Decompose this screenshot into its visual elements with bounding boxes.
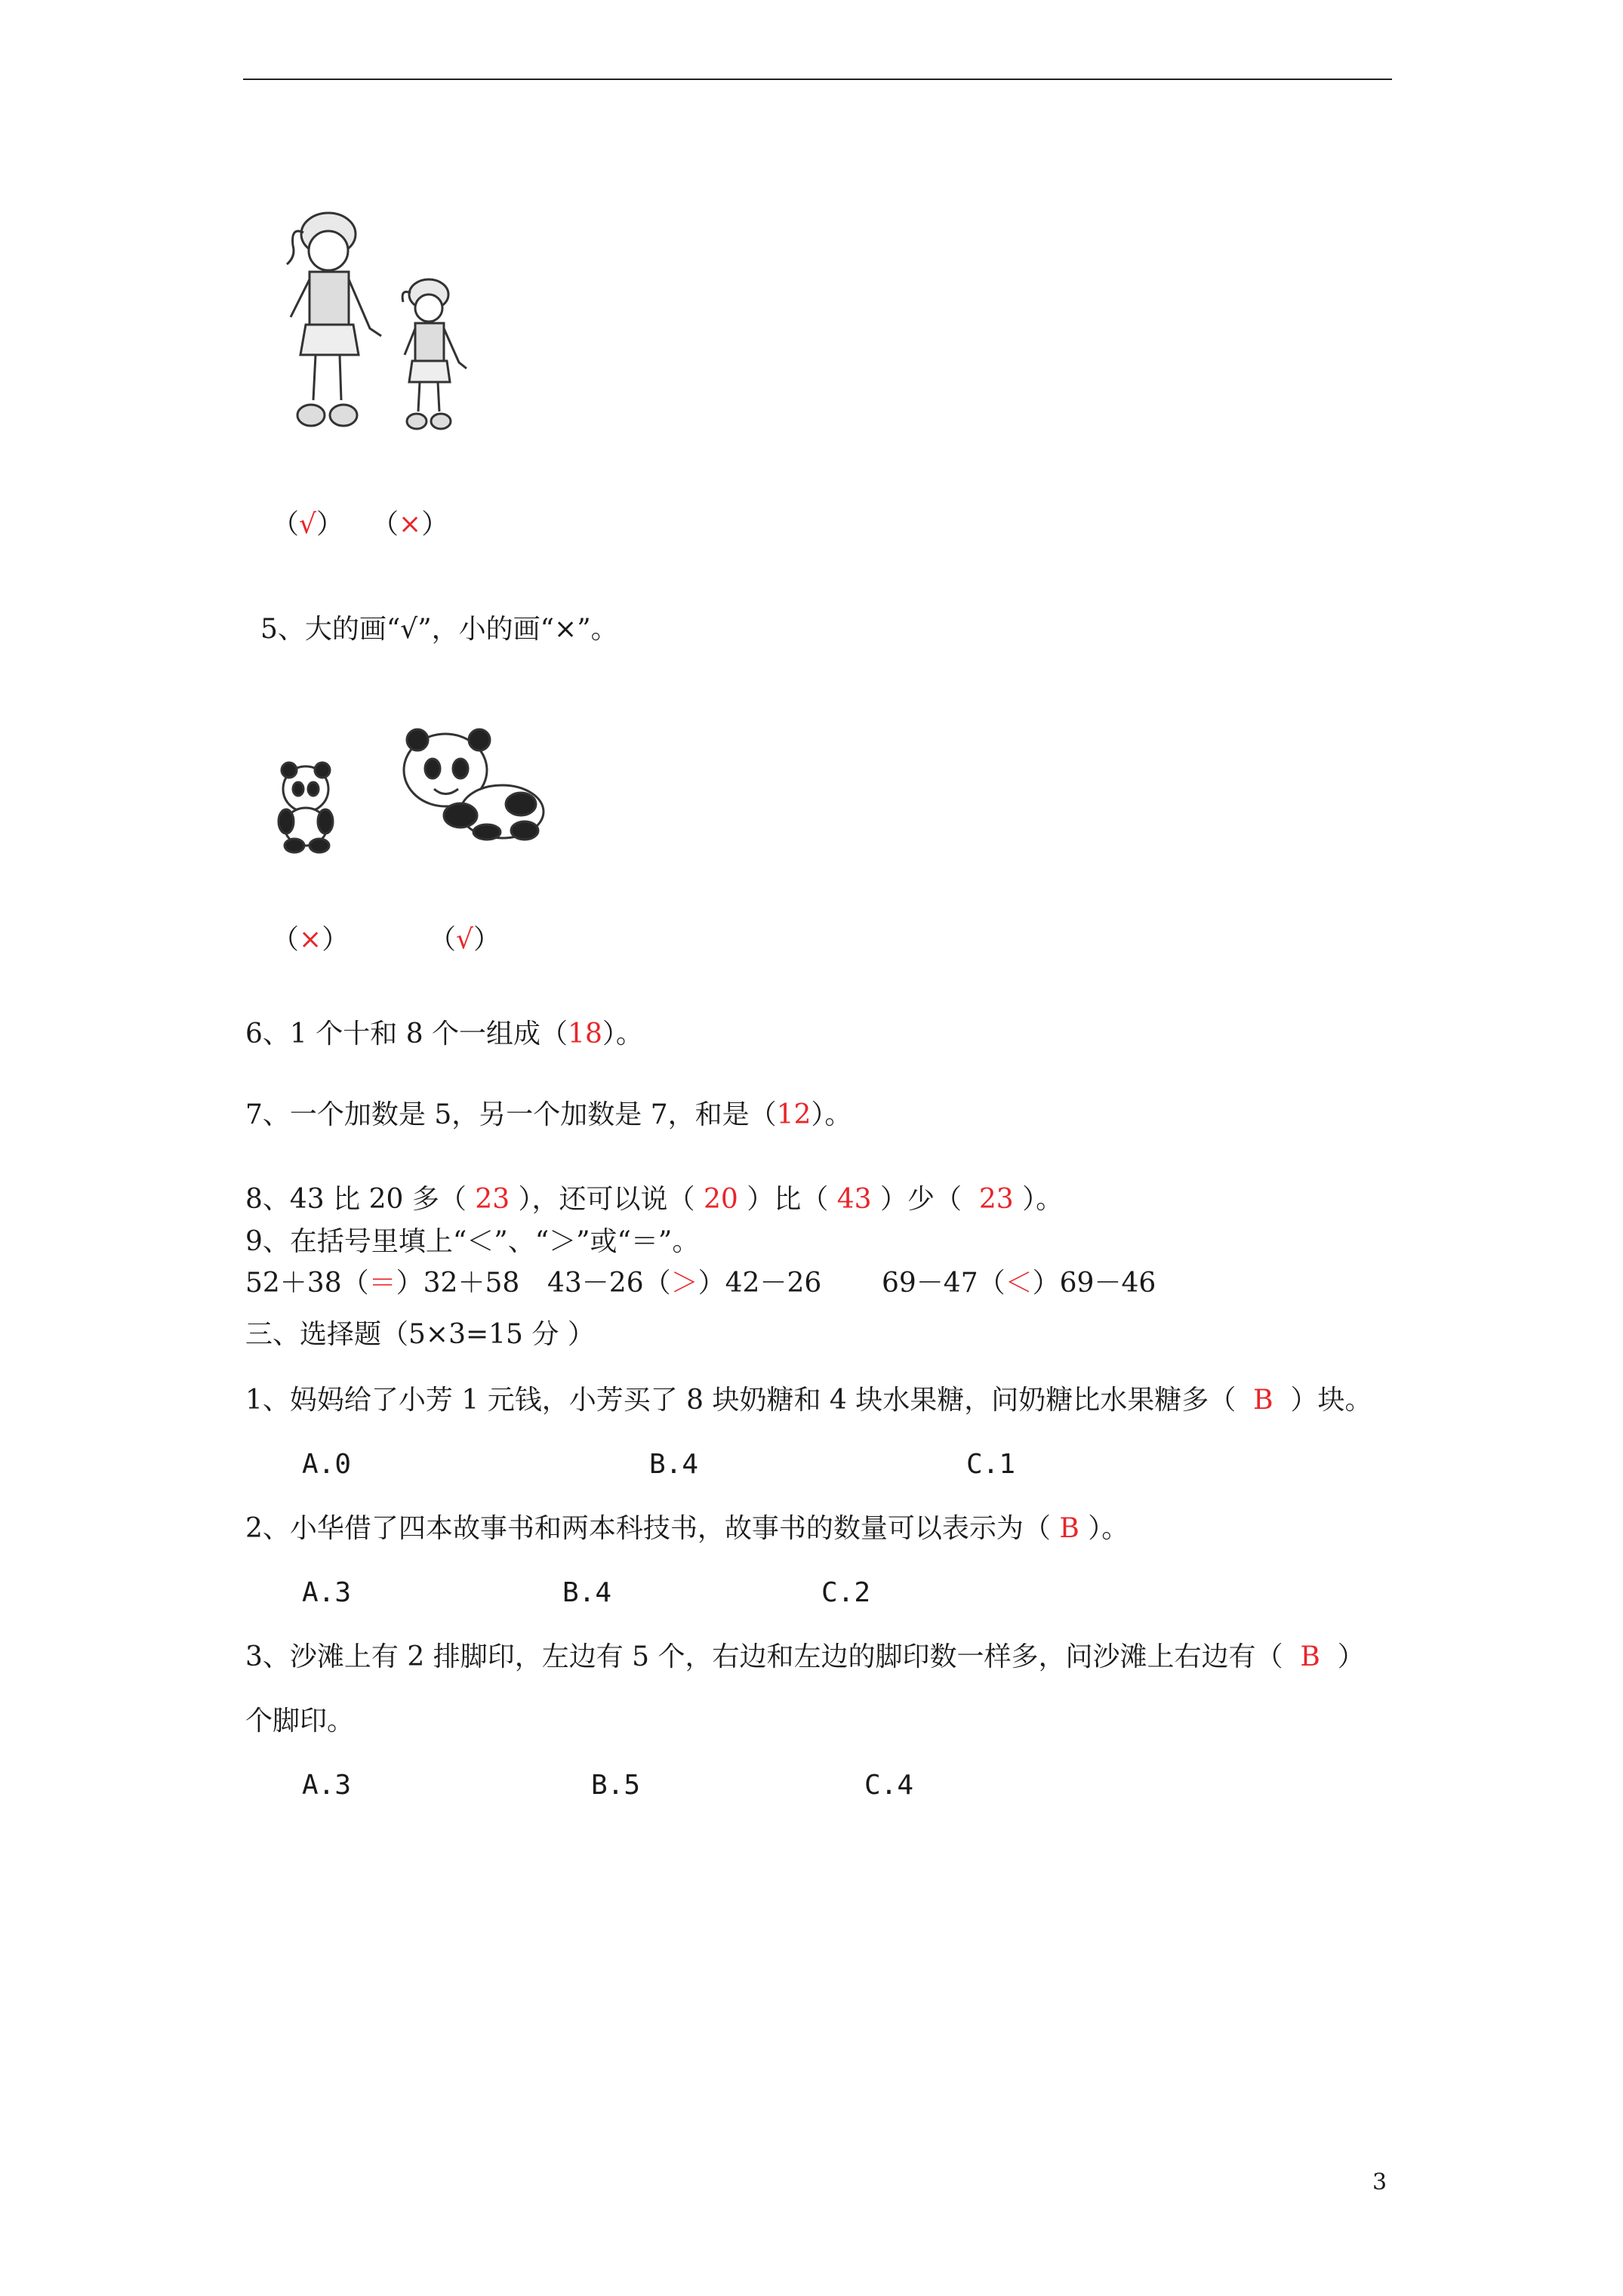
question-7 xyxy=(245,1099,852,1132)
c3-line-2: 个脚印。 xyxy=(245,1706,355,1737)
q8-text: ），还可以说（ xyxy=(510,1184,704,1215)
expr-left: 52＋38（ xyxy=(245,1268,369,1299)
question-6 xyxy=(245,1018,643,1051)
expr-left: 69－47（ xyxy=(882,1268,1006,1299)
q6-answer: 18 xyxy=(568,1019,602,1049)
q6-text: 6、1 个十和 8 个一组成（ xyxy=(245,1019,568,1049)
c2-option-a: A.3 xyxy=(302,1577,352,1608)
q5-answer-marks-2 xyxy=(429,923,500,957)
c3-option-c: C.4 xyxy=(864,1770,914,1801)
cross-mark-answer: × xyxy=(399,509,422,540)
page-number: 3 xyxy=(1372,2169,1387,2196)
c3-text-end: ） xyxy=(1320,1641,1365,1672)
c2-text-end: ）。 xyxy=(1079,1513,1129,1544)
expr-right: ）69－46 xyxy=(1032,1268,1156,1299)
expr-right: ）42－26 xyxy=(698,1268,822,1299)
question-9: 9、在括号里填上“＜”、“＞”或“＝”。 xyxy=(245,1226,700,1257)
q9-expression-2 xyxy=(547,1267,821,1300)
c1-text: 1、妈妈给了小芳 1 元钱，小芳买了 8 块奶糖和 4 块水果糖，问奶糖比水果糖多（ xyxy=(245,1385,1254,1416)
q8-answer-4: 23 xyxy=(978,1184,1014,1215)
c1-option-c: C.1 xyxy=(966,1449,1016,1480)
c3-option-a: A.3 xyxy=(302,1770,352,1801)
girls-illustration xyxy=(257,204,498,445)
choice-question-1 xyxy=(245,1384,1372,1417)
q5-answer-marks xyxy=(272,923,349,957)
check-mark-answer: √ xyxy=(456,924,473,955)
c3-text: 3、沙滩上有 2 排脚印，左边有 5 个，右边和左边的脚印数一样多，问沙滩上右边有（ xyxy=(245,1641,1301,1672)
q8-text: ）比（ xyxy=(738,1184,837,1215)
pandas-illustration xyxy=(260,717,562,868)
c1-option-b: B.4 xyxy=(649,1449,699,1480)
expr-left: 43－26（ xyxy=(547,1268,671,1299)
q8-answer-1: 23 xyxy=(475,1184,510,1215)
c3-answer: B xyxy=(1300,1641,1320,1672)
c2-option-c: C.2 xyxy=(821,1577,871,1608)
expr-answer: ＞ xyxy=(670,1268,698,1299)
expr-right: ）32＋58 xyxy=(396,1268,520,1299)
q6-text-end: ）。 xyxy=(602,1019,643,1049)
mark-close: ） xyxy=(322,924,350,955)
c1-text-end: ）块。 xyxy=(1273,1385,1372,1416)
mark-open: （ xyxy=(272,924,300,955)
c3-option-b: B.5 xyxy=(591,1770,641,1801)
c1-answer: B xyxy=(1253,1385,1273,1416)
choice-question-3 xyxy=(245,1641,1365,1674)
question-8 xyxy=(245,1183,1063,1216)
mark-close: ） xyxy=(316,509,343,540)
c2-option-b: B.4 xyxy=(562,1577,612,1608)
mark-open: （ xyxy=(371,509,399,540)
q8-answer-2: 20 xyxy=(704,1184,738,1215)
q7-text-end: ）。 xyxy=(811,1099,852,1130)
q4-answer-marks xyxy=(272,508,343,541)
c2-answer: B xyxy=(1059,1513,1079,1544)
q7-text: 7、一个加数是 5，另一个加数是 7，和是（ xyxy=(245,1099,777,1130)
choice-question-2 xyxy=(245,1512,1129,1546)
c2-text: 2、小华借了四本故事书和两本科技书，故事书的数量可以表示为（ xyxy=(245,1513,1060,1544)
expr-answer: ＝ xyxy=(368,1268,396,1299)
mark-open: （ xyxy=(272,509,300,540)
q7-answer: 12 xyxy=(776,1099,812,1130)
c1-option-a: A.0 xyxy=(302,1449,352,1480)
q9-expression-3 xyxy=(882,1267,1156,1300)
check-mark-answer: √ xyxy=(299,509,316,540)
cross-mark-answer: × xyxy=(299,924,322,955)
q8-text: ）。 xyxy=(1013,1184,1064,1215)
q4-answer-marks-2 xyxy=(371,508,448,541)
question-5: 5、大的画“√”，小的画“×”。 xyxy=(260,614,618,645)
mark-close: ） xyxy=(473,924,500,955)
q8-text: 8、43 比 20 多（ xyxy=(245,1184,476,1215)
q8-text: ）少（ xyxy=(871,1184,979,1215)
mark-open: （ xyxy=(429,924,457,955)
section-3-heading: 三、选择题（5×3=15 分 ） xyxy=(245,1319,595,1350)
header-rule xyxy=(243,79,1392,80)
expr-answer: ＜ xyxy=(1005,1268,1033,1299)
mark-close: ） xyxy=(421,509,449,540)
q9-expression-1 xyxy=(245,1267,519,1300)
q8-answer-3: 43 xyxy=(836,1184,872,1215)
